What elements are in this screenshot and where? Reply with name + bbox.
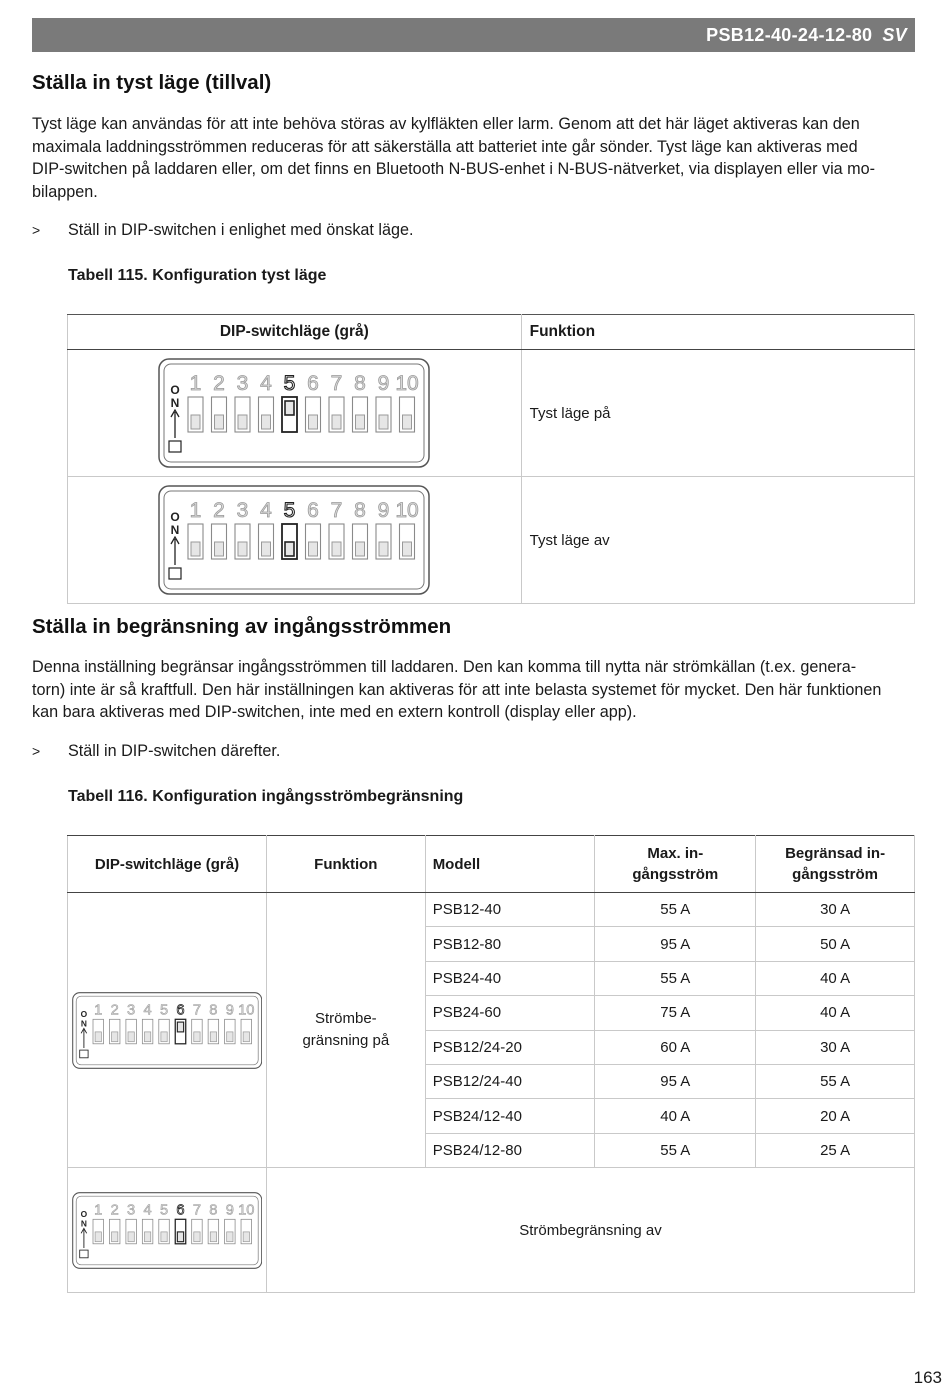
switch-number-label: 3 xyxy=(236,499,249,522)
limited-current-cell: 25 A xyxy=(756,1133,915,1167)
off-indicator-box xyxy=(169,568,181,579)
switch-number-label: 4 xyxy=(260,499,273,522)
switch-number-label: 6 xyxy=(307,499,320,522)
switch-number-label: 6 xyxy=(176,1001,185,1018)
model-cell: PSB12-40 xyxy=(425,893,595,927)
paragraph-line: DIP-switchen på laddaren eller, om det finns en Bluetooth N-BUS-enhet i N-BUS-nätverket, via displayen eller via mo- xyxy=(32,160,876,179)
section-title-silent-mode: Ställa in tyst läge (tillval) xyxy=(32,71,272,94)
switch-knob xyxy=(111,1232,117,1242)
switch-knob xyxy=(95,1232,101,1242)
section-title-input-current: Ställa in begränsning av ingångsströmmen xyxy=(32,615,452,638)
header-line: gångsström xyxy=(632,866,719,883)
switch-number-label: 10 xyxy=(395,372,419,395)
switch-knob xyxy=(215,542,224,556)
switch-knob xyxy=(356,415,365,429)
switch-number-label: 2 xyxy=(213,372,226,395)
column-header-limited-current xyxy=(756,836,915,893)
switch-number-label: 3 xyxy=(126,1001,136,1018)
limited-current-cell: 40 A xyxy=(756,961,915,995)
column-header-model: Modell xyxy=(425,836,595,893)
switch-number-label: 8 xyxy=(354,372,367,395)
max-current-cell: 95 A xyxy=(595,927,756,961)
switch-number-label: 1 xyxy=(93,1001,103,1018)
switch-number-label: 6 xyxy=(176,1202,185,1219)
table-row xyxy=(68,893,915,927)
switch-knob-selected xyxy=(177,1022,183,1032)
paragraph-line: bilappen. xyxy=(32,182,98,201)
switch-knob xyxy=(332,415,341,429)
function-line: gränsning på xyxy=(302,1032,390,1050)
off-indicator-box xyxy=(79,1050,87,1058)
max-current-cell: 55 A xyxy=(595,1133,756,1167)
on-label-letter: O xyxy=(80,1208,87,1219)
limited-current-cell: 55 A xyxy=(756,1064,915,1098)
max-current-cell: 40 A xyxy=(595,1099,756,1133)
switch-number-label: 6 xyxy=(307,372,320,395)
model-cell: PSB12/24-40 xyxy=(425,1064,595,1098)
model-cell: PSB12/24-20 xyxy=(425,1030,595,1064)
switch-number-label: 2 xyxy=(110,1001,119,1018)
max-current-cell: 55 A xyxy=(595,961,756,995)
switch-number-label: 7 xyxy=(330,499,343,522)
switch-knob xyxy=(95,1031,101,1041)
header-line: Begränsad in- xyxy=(785,845,886,862)
function-cell: Strömbegränsning av xyxy=(266,1168,914,1293)
on-label-letter: O xyxy=(170,510,180,524)
switch-knob xyxy=(144,1031,150,1041)
function-line: Strömbe- xyxy=(314,1010,377,1028)
switch-knob-selected xyxy=(177,1232,183,1242)
switch-knob xyxy=(403,415,412,429)
column-header-function: Funktion xyxy=(266,836,425,893)
switch-number-label: 5 xyxy=(159,1202,168,1219)
switch-number-label: 8 xyxy=(354,499,367,522)
input-current-paragraph xyxy=(32,656,916,724)
switch-number-label: 3 xyxy=(236,372,249,395)
table-silent-mode xyxy=(67,314,915,604)
model-cell: PSB24-40 xyxy=(425,961,595,995)
switch-number-label: 8 xyxy=(209,1001,218,1018)
on-label-letter: O xyxy=(170,383,180,397)
function-cell: Tyst läge av xyxy=(521,477,914,604)
on-label-letter: N xyxy=(80,1017,87,1028)
model-cell: PSB24/12-40 xyxy=(425,1099,595,1133)
step-marker: > xyxy=(32,743,41,759)
switch-knob xyxy=(238,542,247,556)
switch-number-label: 10 xyxy=(237,1202,255,1219)
switch-number-label: 8 xyxy=(209,1202,218,1219)
function-cell: Tyst läge på xyxy=(521,350,914,477)
on-label-letter: N xyxy=(80,1217,87,1228)
switch-number-label: 4 xyxy=(143,1202,152,1219)
switch-knob xyxy=(309,542,318,556)
switch-number-label: 1 xyxy=(189,372,202,395)
switch-knob-selected xyxy=(285,542,294,556)
switch-knob xyxy=(194,1232,200,1242)
off-indicator-box xyxy=(79,1250,87,1258)
switch-knob xyxy=(215,415,224,429)
switch-knob xyxy=(194,1031,200,1041)
switch-knob xyxy=(210,1031,216,1041)
switch-number-label: 4 xyxy=(260,372,273,395)
switch-number-label: 10 xyxy=(237,1001,255,1018)
switch-knob xyxy=(243,1232,249,1242)
switch-knob xyxy=(161,1232,167,1242)
limited-current-cell: 40 A xyxy=(756,996,915,1030)
table-caption: Tabell 115. Konfiguration tyst läge xyxy=(68,267,327,284)
switch-number-label: 5 xyxy=(283,372,296,395)
switch-knob xyxy=(226,1031,232,1041)
dip-switch-diagram xyxy=(158,485,430,595)
column-header-dip: DIP-switchläge (grå) xyxy=(68,315,522,350)
switch-knob xyxy=(309,415,318,429)
instruction-step xyxy=(32,740,280,762)
switch-knob xyxy=(379,542,388,556)
switch-number-label: 4 xyxy=(143,1001,152,1018)
switch-number-label: 9 xyxy=(377,372,390,395)
step-text: Ställ in DIP-switchen i enlighet med önskat läge. xyxy=(68,221,414,239)
instruction-step xyxy=(32,219,414,241)
paragraph-line: Tyst läge kan användas för att inte behöva störas av kylfläkten eller larm. Genom att det här läget aktiveras kan den xyxy=(32,115,860,133)
switch-number-label: 7 xyxy=(330,372,343,395)
model-cell: PSB24/12-80 xyxy=(425,1133,595,1167)
column-header-function: Funktion xyxy=(521,315,914,350)
switch-knob xyxy=(356,542,365,556)
on-label-letter: N xyxy=(170,396,180,410)
language-code: SV xyxy=(882,24,907,45)
model-cell: PSB12-80 xyxy=(425,927,595,961)
table-input-current-limit xyxy=(67,835,915,1293)
paragraph-line: Denna inställning begränsar ingångsströmmen till laddaren. Den kan komma till nytta när strömkällan (t.ex. genera- xyxy=(32,658,857,676)
switch-knob xyxy=(332,542,341,556)
limited-current-cell: 30 A xyxy=(756,893,915,927)
switch-knob xyxy=(403,542,412,556)
switch-knob xyxy=(379,415,388,429)
limited-current-cell: 30 A xyxy=(756,1030,915,1064)
switch-number-label: 5 xyxy=(283,499,296,522)
max-current-cell: 60 A xyxy=(595,1030,756,1064)
silent-mode-paragraph xyxy=(32,113,916,203)
table-row xyxy=(68,477,915,604)
document-title: PSB12-40-24-12-80 xyxy=(706,24,873,45)
switch-knob xyxy=(161,1031,167,1041)
switch-knob xyxy=(243,1031,249,1041)
switch-knob xyxy=(144,1232,150,1242)
step-marker: > xyxy=(32,222,41,238)
max-current-cell: 95 A xyxy=(595,1064,756,1098)
dip-switch-diagram xyxy=(72,1192,262,1269)
switch-knob xyxy=(226,1232,232,1242)
switch-knob-selected xyxy=(285,401,294,415)
switch-number-label: 1 xyxy=(189,499,202,522)
switch-number-label: 10 xyxy=(395,499,419,522)
dip-switch-diagram xyxy=(158,358,430,468)
switch-knob xyxy=(262,415,271,429)
table-row xyxy=(68,350,915,477)
header-line: gångsström xyxy=(792,866,879,883)
switch-knob xyxy=(111,1031,117,1041)
table-caption: Tabell 116. Konfiguration ingångsströmbegränsning xyxy=(68,788,464,805)
paragraph-line: kan bara aktiveras med DIP-switchen, inte med en extern kontroll (display eller app). xyxy=(32,703,637,722)
model-cell: PSB24-60 xyxy=(425,996,595,1030)
switch-number-label: 2 xyxy=(110,1202,119,1219)
switch-knob xyxy=(128,1232,134,1242)
limited-current-cell: 20 A xyxy=(756,1099,915,1133)
step-text: Ställ in DIP-switchen därefter. xyxy=(68,742,281,760)
page-number: 163 xyxy=(913,1368,942,1387)
switch-number-label: 5 xyxy=(159,1001,168,1018)
off-indicator-box xyxy=(169,441,181,452)
paragraph-line: torn) inte är så kraftfull. Den här inställningen kan aktiveras för att inte belasta systemet för mycket. Den här funktionen xyxy=(32,680,882,699)
on-label-letter: N xyxy=(170,523,180,537)
switch-knob xyxy=(262,542,271,556)
switch-knob xyxy=(191,415,200,429)
header-bar xyxy=(32,18,915,52)
on-label-letter: O xyxy=(80,1008,87,1019)
switch-number-label: 9 xyxy=(225,1001,234,1018)
switch-number-label: 9 xyxy=(225,1202,234,1219)
switch-number-label: 7 xyxy=(192,1001,201,1018)
max-current-cell: 75 A xyxy=(595,996,756,1030)
limited-current-cell: 50 A xyxy=(756,927,915,961)
max-current-cell: 55 A xyxy=(595,893,756,927)
function-cell xyxy=(266,893,425,1168)
switch-knob xyxy=(210,1232,216,1242)
switch-number-label: 7 xyxy=(192,1202,201,1219)
switch-knob xyxy=(238,415,247,429)
switch-number-label: 3 xyxy=(126,1202,136,1219)
table-row xyxy=(68,1168,915,1293)
header-line: Max. in- xyxy=(647,845,704,862)
switch-number-label: 1 xyxy=(93,1202,103,1219)
column-header-max-current xyxy=(595,836,756,893)
switch-knob xyxy=(128,1031,134,1041)
switch-number-label: 2 xyxy=(213,499,226,522)
switch-knob xyxy=(191,542,200,556)
dip-switch-diagram xyxy=(72,992,262,1069)
switch-number-label: 9 xyxy=(377,499,390,522)
column-header-dip: DIP-switchläge (grå) xyxy=(68,836,267,893)
paragraph-line: maximala laddningsströmmen reduceras för att säkerställa att batteriet inte går sönder. Tyst läge kan aktiveras med xyxy=(32,137,858,156)
